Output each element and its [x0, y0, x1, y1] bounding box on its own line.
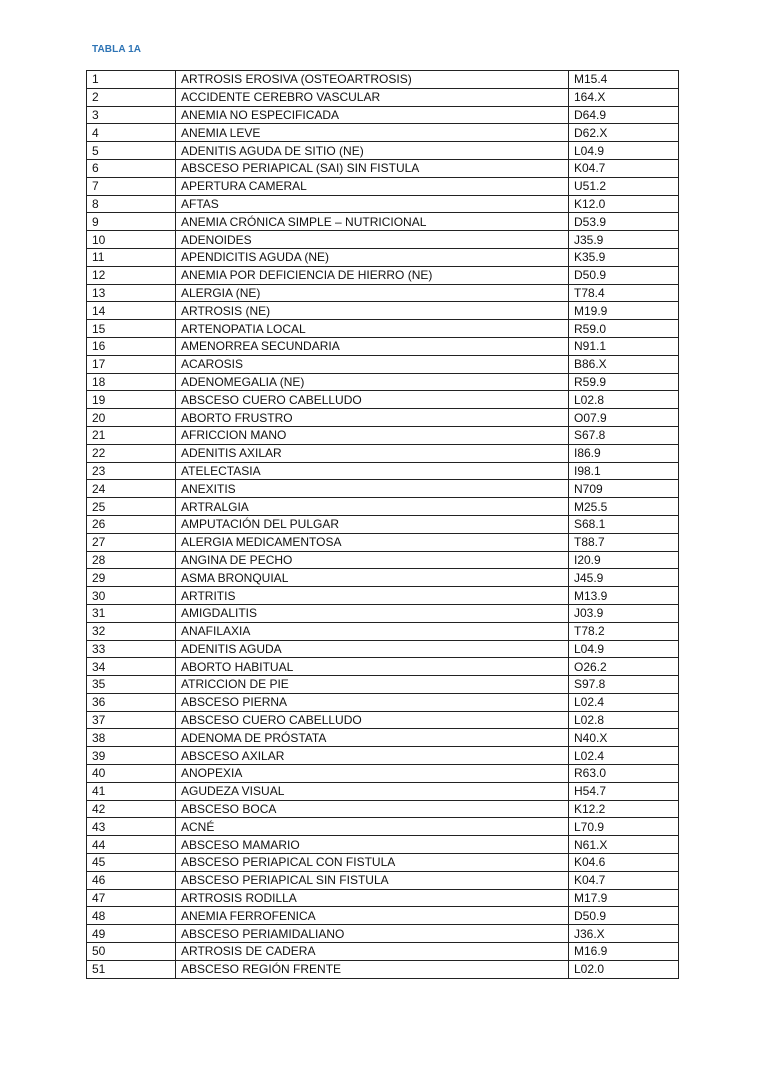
icd-code-cell: S97.8	[569, 676, 679, 694]
row-number: 15	[87, 320, 176, 338]
icd-code-cell: K35.9	[569, 248, 679, 266]
icd-code-cell: B86.X	[569, 355, 679, 373]
table-caption: TABLA 1A	[92, 44, 142, 55]
diagnosis-cell: ANEMIA POR DEFICIENCIA DE HIERRO (NE)	[176, 266, 569, 284]
row-number: 47	[87, 889, 176, 907]
icd-code-cell: L70.9	[569, 818, 679, 836]
diagnosis-cell: ARTROSIS DE CADERA	[176, 943, 569, 961]
diagnosis-cell: ABSCESO BOCA	[176, 800, 569, 818]
icd-code-cell: H54.7	[569, 782, 679, 800]
icd-code-cell: D50.9	[569, 266, 679, 284]
row-number: 44	[87, 836, 176, 854]
icd-code-cell: K12.0	[569, 195, 679, 213]
icd-code-cell: K04.7	[569, 159, 679, 177]
diagnosis-cell: ABSCESO REGIÓN FRENTE	[176, 960, 569, 978]
diagnosis-cell: ARTENOPATIA LOCAL	[176, 320, 569, 338]
icd-code-cell: L02.0	[569, 960, 679, 978]
table-row	[87, 943, 679, 961]
table-row	[87, 604, 679, 622]
row-number: 6	[87, 159, 176, 177]
diagnosis-cell: ADENOMA DE PRÓSTATA	[176, 729, 569, 747]
table-row	[87, 818, 679, 836]
diagnosis-cell: ABSCESO PERIAPICAL SIN FISTULA	[176, 871, 569, 889]
table-row	[87, 551, 679, 569]
row-number: 14	[87, 302, 176, 320]
diagnosis-cell: APERTURA CAMERAL	[176, 177, 569, 195]
icd-code-cell: U51.2	[569, 177, 679, 195]
table-row	[87, 889, 679, 907]
row-number: 19	[87, 391, 176, 409]
diagnosis-cell: ANEMIA CRÓNICA SIMPLE – NUTRICIONAL	[176, 213, 569, 231]
icd-code-cell: M25.5	[569, 498, 679, 516]
icd-code-cell: M16.9	[569, 943, 679, 961]
icd-code-cell: L02.8	[569, 711, 679, 729]
table-row	[87, 676, 679, 694]
row-number: 1	[87, 71, 176, 89]
icd-code-cell: I98.1	[569, 462, 679, 480]
row-number: 43	[87, 818, 176, 836]
table-row	[87, 177, 679, 195]
diagnosis-cell: ABSCESO PERIAPICAL (SAI) SIN FISTULA	[176, 159, 569, 177]
row-number: 20	[87, 409, 176, 427]
row-number: 26	[87, 515, 176, 533]
row-number: 12	[87, 266, 176, 284]
icd-code-cell: L02.4	[569, 747, 679, 765]
diagnosis-cell: ADENOIDES	[176, 231, 569, 249]
row-number: 31	[87, 604, 176, 622]
row-number: 7	[87, 177, 176, 195]
table-row	[87, 284, 679, 302]
icd-code-cell: D50.9	[569, 907, 679, 925]
table-row	[87, 533, 679, 551]
table-row	[87, 373, 679, 391]
diagnosis-cell: ARTROSIS (NE)	[176, 302, 569, 320]
table-row	[87, 747, 679, 765]
table-row	[87, 854, 679, 872]
table-row	[87, 320, 679, 338]
table-row	[87, 462, 679, 480]
row-number: 33	[87, 640, 176, 658]
table-body	[87, 71, 679, 979]
icd-code-cell: J03.9	[569, 604, 679, 622]
table-row	[87, 836, 679, 854]
icd-code-cell: R59.9	[569, 373, 679, 391]
diagnosis-cell: ADENITIS AXILAR	[176, 444, 569, 462]
row-number: 3	[87, 106, 176, 124]
icd-code-cell: T88.7	[569, 533, 679, 551]
table-row	[87, 587, 679, 605]
diagnosis-cell: ANEMIA LEVE	[176, 124, 569, 142]
table-row	[87, 159, 679, 177]
diagnosis-cell: ANEXITIS	[176, 480, 569, 498]
row-number: 28	[87, 551, 176, 569]
table-row	[87, 266, 679, 284]
diagnosis-cell: APENDICITIS AGUDA (NE)	[176, 248, 569, 266]
row-number: 29	[87, 569, 176, 587]
row-number: 38	[87, 729, 176, 747]
row-number: 2	[87, 88, 176, 106]
icd-code-cell: K12.2	[569, 800, 679, 818]
icd-code-cell: D53.9	[569, 213, 679, 231]
diagnosis-cell: ARTROSIS EROSIVA (OSTEOARTROSIS)	[176, 71, 569, 89]
diagnosis-cell: ABSCESO CUERO CABELLUDO	[176, 391, 569, 409]
row-number: 9	[87, 213, 176, 231]
diagnosis-cell: ABSCESO MAMARIO	[176, 836, 569, 854]
row-number: 8	[87, 195, 176, 213]
table-row	[87, 480, 679, 498]
diagnosis-cell: ABSCESO PIERNA	[176, 693, 569, 711]
icd-code-cell: L04.9	[569, 142, 679, 160]
diagnosis-cell: ATRICCION DE PIE	[176, 676, 569, 694]
table-row	[87, 515, 679, 533]
table-row	[87, 355, 679, 373]
icd-code-cell: M17.9	[569, 889, 679, 907]
diagnosis-cell: ABSCESO CUERO CABELLUDO	[176, 711, 569, 729]
diagnosis-cell: ALERGIA MEDICAMENTOSA	[176, 533, 569, 551]
icd-code-cell: N91.1	[569, 337, 679, 355]
icd-code-cell: I20.9	[569, 551, 679, 569]
table-row	[87, 658, 679, 676]
row-number: 45	[87, 854, 176, 872]
table-row	[87, 871, 679, 889]
row-number: 49	[87, 925, 176, 943]
diagnosis-cell: ABSCESO PERIAMIDALIANO	[176, 925, 569, 943]
diagnosis-cell: ANGINA DE PECHO	[176, 551, 569, 569]
table-row	[87, 88, 679, 106]
row-number: 51	[87, 960, 176, 978]
table-row	[87, 800, 679, 818]
diagnosis-cell: ANAFILAXIA	[176, 622, 569, 640]
table-row	[87, 231, 679, 249]
row-number: 50	[87, 943, 176, 961]
diagnosis-cell: ACCIDENTE CEREBRO VASCULAR	[176, 88, 569, 106]
icd-code-cell: S67.8	[569, 426, 679, 444]
table-row	[87, 907, 679, 925]
icd-code-cell: R59.0	[569, 320, 679, 338]
icd-code-cell: K04.6	[569, 854, 679, 872]
diagnosis-cell: ADENITIS AGUDA	[176, 640, 569, 658]
diagnosis-cell: ATELECTASIA	[176, 462, 569, 480]
table-row	[87, 960, 679, 978]
diagnosis-cell: ASMA BRONQUIAL	[176, 569, 569, 587]
icd-code-cell: M13.9	[569, 587, 679, 605]
diagnosis-cell: AMENORREA SECUNDARIA	[176, 337, 569, 355]
icd-code-cell: M15.4	[569, 71, 679, 89]
diagnosis-cell: AMIGDALITIS	[176, 604, 569, 622]
diagnosis-code-table	[86, 70, 679, 979]
table-row	[87, 426, 679, 444]
row-number: 21	[87, 426, 176, 444]
table-row	[87, 693, 679, 711]
icd-code-cell: N61.X	[569, 836, 679, 854]
row-number: 25	[87, 498, 176, 516]
diagnosis-cell: AFRICCION MANO	[176, 426, 569, 444]
table-row	[87, 569, 679, 587]
diagnosis-cell: ARTRALGIA	[176, 498, 569, 516]
icd-code-cell: 164.X	[569, 88, 679, 106]
table-row	[87, 124, 679, 142]
row-number: 32	[87, 622, 176, 640]
row-number: 5	[87, 142, 176, 160]
row-number: 46	[87, 871, 176, 889]
table-row	[87, 444, 679, 462]
table-row	[87, 71, 679, 89]
row-number: 42	[87, 800, 176, 818]
table-row	[87, 711, 679, 729]
row-number: 30	[87, 587, 176, 605]
table-row	[87, 142, 679, 160]
icd-code-cell: T78.4	[569, 284, 679, 302]
table-row	[87, 302, 679, 320]
table-row	[87, 106, 679, 124]
row-number: 36	[87, 693, 176, 711]
diagnosis-cell: ALERGIA (NE)	[176, 284, 569, 302]
icd-code-cell: N40.X	[569, 729, 679, 747]
icd-code-cell: O26.2	[569, 658, 679, 676]
icd-code-cell: I86.9	[569, 444, 679, 462]
row-number: 27	[87, 533, 176, 551]
icd-code-cell: S68.1	[569, 515, 679, 533]
diagnosis-cell: AGUDEZA VISUAL	[176, 782, 569, 800]
diagnosis-cell: ANEMIA FERROFENICA	[176, 907, 569, 925]
table-row	[87, 213, 679, 231]
row-number: 37	[87, 711, 176, 729]
diagnosis-cell: ADENOMEGALIA (NE)	[176, 373, 569, 391]
icd-code-cell: K04.7	[569, 871, 679, 889]
diagnosis-cell: AFTAS	[176, 195, 569, 213]
row-number: 40	[87, 765, 176, 783]
diagnosis-cell: AMPUTACIÓN DEL PULGAR	[176, 515, 569, 533]
icd-code-cell: J45.9	[569, 569, 679, 587]
diagnosis-cell: ANOPEXIA	[176, 765, 569, 783]
icd-code-cell: D64.9	[569, 106, 679, 124]
icd-code-cell: L02.8	[569, 391, 679, 409]
row-number: 4	[87, 124, 176, 142]
diagnosis-cell: ANEMIA NO ESPECIFICADA	[176, 106, 569, 124]
table-row	[87, 337, 679, 355]
icd-code-cell: N709	[569, 480, 679, 498]
row-number: 16	[87, 337, 176, 355]
icd-code-cell: T78.2	[569, 622, 679, 640]
diagnosis-cell: ABORTO HABITUAL	[176, 658, 569, 676]
row-number: 35	[87, 676, 176, 694]
row-number: 23	[87, 462, 176, 480]
icd-code-cell: L04.9	[569, 640, 679, 658]
icd-code-cell: D62.X	[569, 124, 679, 142]
diagnosis-cell: ABSCESO AXILAR	[176, 747, 569, 765]
table-row	[87, 640, 679, 658]
table-row	[87, 729, 679, 747]
row-number: 34	[87, 658, 176, 676]
table-row	[87, 195, 679, 213]
table-row	[87, 391, 679, 409]
icd-code-cell: L02.4	[569, 693, 679, 711]
diagnosis-cell: ARTRITIS	[176, 587, 569, 605]
row-number: 11	[87, 248, 176, 266]
diagnosis-cell: ACNÉ	[176, 818, 569, 836]
diagnosis-cell: ABORTO FRUSTRO	[176, 409, 569, 427]
row-number: 24	[87, 480, 176, 498]
diagnosis-cell: ABSCESO PERIAPICAL CON FISTULA	[176, 854, 569, 872]
row-number: 13	[87, 284, 176, 302]
icd-code-cell: J35.9	[569, 231, 679, 249]
table-row	[87, 409, 679, 427]
row-number: 39	[87, 747, 176, 765]
icd-code-cell: O07.9	[569, 409, 679, 427]
row-number: 22	[87, 444, 176, 462]
diagnosis-cell: ACAROSIS	[176, 355, 569, 373]
icd-code-cell: R63.0	[569, 765, 679, 783]
diagnosis-cell: ARTROSIS RODILLA	[176, 889, 569, 907]
table-row	[87, 782, 679, 800]
row-number: 10	[87, 231, 176, 249]
table-row	[87, 498, 679, 516]
row-number: 48	[87, 907, 176, 925]
table-row	[87, 622, 679, 640]
table-row	[87, 248, 679, 266]
row-number: 41	[87, 782, 176, 800]
row-number: 17	[87, 355, 176, 373]
table-row	[87, 925, 679, 943]
icd-code-cell: M19.9	[569, 302, 679, 320]
diagnosis-cell: ADENITIS AGUDA DE SITIO (NE)	[176, 142, 569, 160]
icd-code-cell: J36.X	[569, 925, 679, 943]
table-row	[87, 765, 679, 783]
row-number: 18	[87, 373, 176, 391]
